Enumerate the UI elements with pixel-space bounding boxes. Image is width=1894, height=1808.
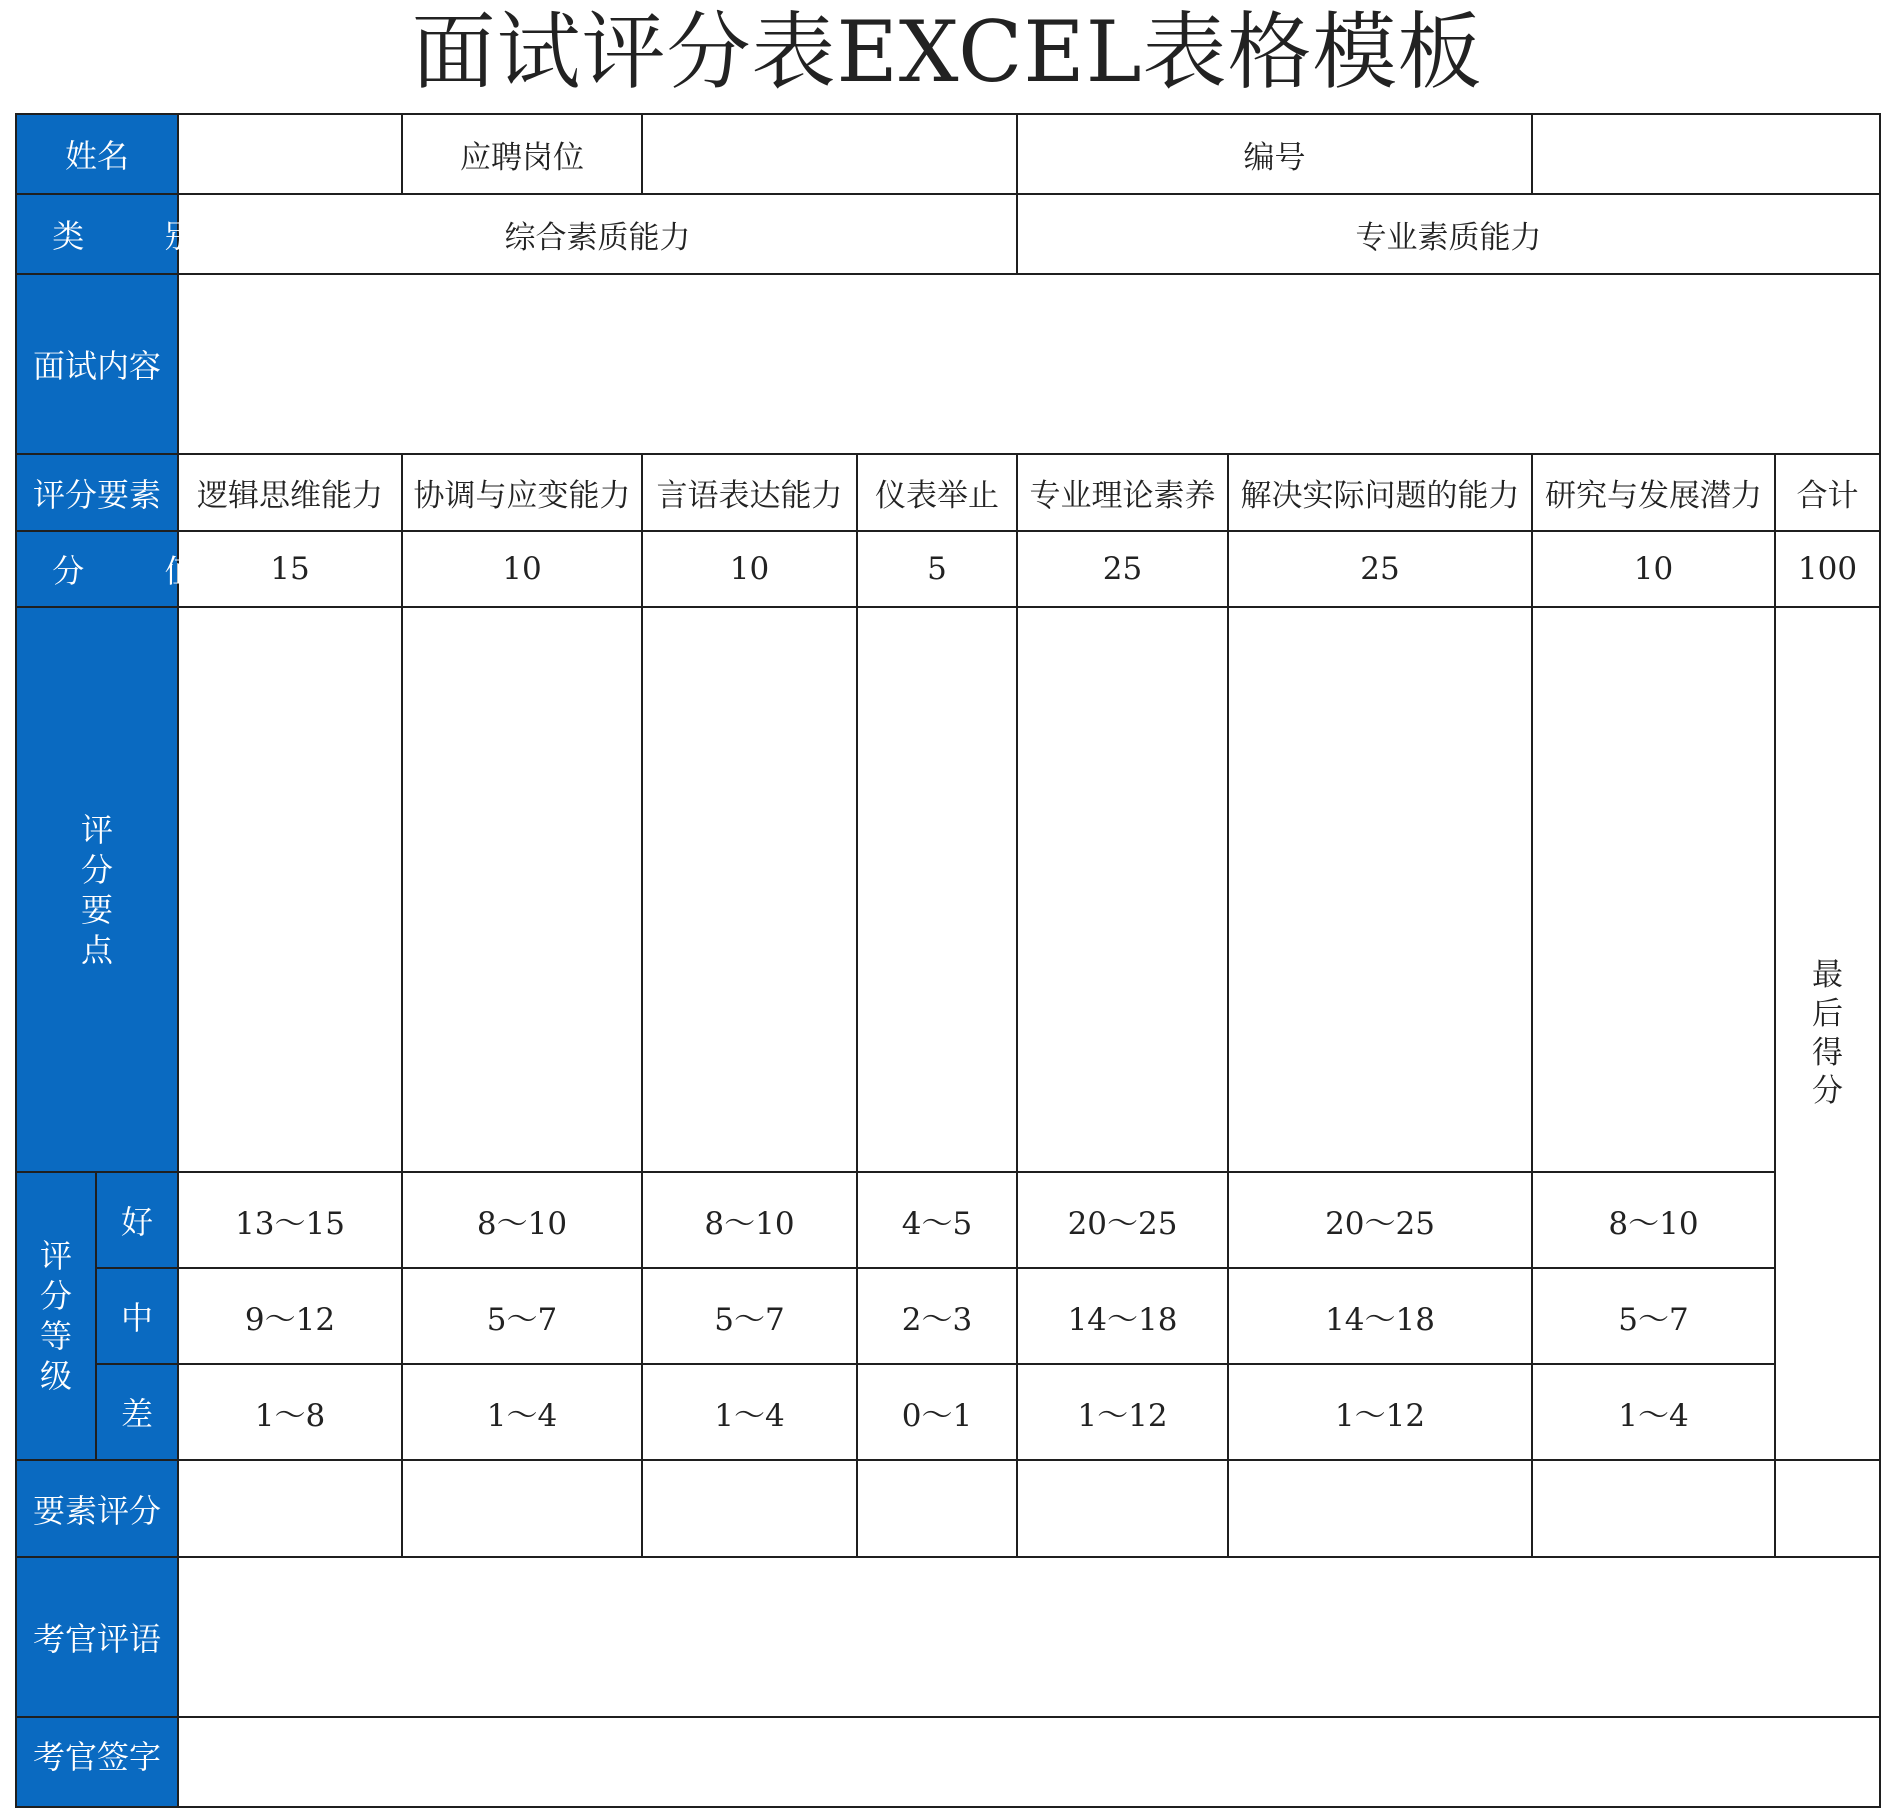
final-score-label: [1775, 607, 1880, 1460]
grade-poor-range: 1～4: [642, 1364, 857, 1460]
grade-medium-range: 14～18: [1228, 1268, 1532, 1364]
examiner-comment-label: 考官评语: [16, 1557, 178, 1717]
key-point-cell[interactable]: [402, 607, 642, 1172]
row-examiner-comment: [16, 1557, 1880, 1717]
grade-good-range: 8～10: [402, 1172, 642, 1268]
key-points-label: [16, 607, 178, 1172]
row-score-values: [16, 531, 1880, 607]
grade-good-range: 20～25: [1228, 1172, 1532, 1268]
element-name: 逻辑思维能力: [178, 454, 402, 531]
key-point-cell[interactable]: [642, 607, 857, 1172]
grade-poor-range: 0～1: [857, 1364, 1017, 1460]
row-grade-good: [16, 1172, 1880, 1268]
grade-good-range: 8～10: [1532, 1172, 1775, 1268]
element-value: 5: [857, 531, 1017, 607]
row-grade-medium: [16, 1268, 1880, 1364]
key-point-cell[interactable]: [1228, 607, 1532, 1172]
grade-good-label: 好: [96, 1172, 178, 1268]
category-label: [16, 194, 232, 274]
element-value: 10: [402, 531, 642, 607]
row-category: [16, 194, 1880, 274]
grade-poor-label: 差: [96, 1364, 178, 1460]
name-value-cell[interactable]: [178, 114, 402, 194]
key-point-cell[interactable]: [178, 607, 402, 1172]
document-title: 面试评分表EXCEL表格模板: [411, 3, 1483, 101]
grade-medium-range: 14～18: [1017, 1268, 1228, 1364]
total-score-cell[interactable]: [1775, 1460, 1880, 1557]
position-value-cell[interactable]: [642, 114, 1017, 194]
element-value: 25: [1017, 531, 1228, 607]
name-label: 姓名: [16, 114, 178, 194]
row-element-score: [16, 1460, 1880, 1557]
element-name: 言语表达能力: [642, 454, 857, 531]
grade-medium-range: 9～12: [178, 1268, 402, 1364]
element-score-cell[interactable]: [1017, 1460, 1228, 1557]
element-name: 专业理论素养: [1017, 454, 1228, 531]
element-name: 研究与发展潜力: [1532, 454, 1775, 531]
key-point-cell[interactable]: [1017, 607, 1228, 1172]
grade-medium-label: 中: [96, 1268, 178, 1364]
category-label-text: 类 别: [52, 217, 232, 255]
grade-good-range: 13～15: [178, 1172, 402, 1268]
element-score-cell[interactable]: [1532, 1460, 1775, 1557]
key-points-label-text: 评分要点: [80, 810, 113, 969]
grade-label: [16, 1172, 96, 1460]
element-name: 仪表举止: [857, 454, 1017, 531]
grade-good-range: 8～10: [642, 1172, 857, 1268]
examiner-sign-label: 考官签字: [16, 1717, 178, 1807]
examiner-comment-cell[interactable]: [178, 1557, 1880, 1717]
grade-label-text: 评分等级: [39, 1237, 72, 1395]
key-point-cell[interactable]: [1532, 607, 1775, 1172]
interview-content-label: 面试内容: [16, 274, 178, 454]
grade-good-range: 20～25: [1017, 1172, 1228, 1268]
element-name: 协调与应变能力: [402, 454, 642, 531]
grade-poor-range: 1～4: [402, 1364, 642, 1460]
row-grade-poor: [16, 1364, 1880, 1460]
element-value: 25: [1228, 531, 1532, 607]
grade-poor-range: 1～12: [1228, 1364, 1532, 1460]
element-score-cell[interactable]: [1228, 1460, 1532, 1557]
score-value-label-text: 分 值: [52, 552, 232, 590]
element-score-cell[interactable]: [178, 1460, 402, 1557]
examiner-sign-cell[interactable]: [178, 1717, 1880, 1807]
total-name: 合计: [1775, 454, 1880, 531]
score-value-label: [16, 531, 232, 607]
final-score-label-text: 最后得分: [1812, 957, 1844, 1110]
element-score-label: 要素评分: [16, 1460, 178, 1557]
key-point-cell[interactable]: [857, 607, 1017, 1172]
row-examiner-sign: [16, 1717, 1880, 1807]
grade-poor-range: 1～12: [1017, 1364, 1228, 1460]
element-score-cell[interactable]: [857, 1460, 1017, 1557]
row-key-points: [16, 607, 1880, 1172]
element-value: 10: [642, 531, 857, 607]
category-professional: 专业素质能力: [1017, 194, 1880, 274]
grade-good-range: 4～5: [857, 1172, 1017, 1268]
grade-medium-range: 2～3: [857, 1268, 1017, 1364]
total-value: 100: [1775, 531, 1880, 607]
interview-content-cell[interactable]: [178, 274, 1880, 454]
grade-poor-range: 1～8: [178, 1364, 402, 1460]
element-value: 15: [178, 531, 402, 607]
element-score-cell[interactable]: [402, 1460, 642, 1557]
row-interview-content: [16, 274, 1880, 454]
grade-medium-range: 5～7: [1532, 1268, 1775, 1364]
row-basic-info: [16, 114, 1880, 194]
interview-score-table: [15, 113, 1881, 1808]
element-name: 解决实际问题的能力: [1228, 454, 1532, 531]
element-score-cell[interactable]: [642, 1460, 857, 1557]
position-label: 应聘岗位: [402, 114, 642, 194]
grade-poor-range: 1～4: [1532, 1364, 1775, 1460]
number-label: 编号: [1017, 114, 1532, 194]
score-elements-label: 评分要素: [16, 454, 178, 531]
grade-medium-range: 5～7: [402, 1268, 642, 1364]
category-general: 综合素质能力: [178, 194, 1017, 274]
row-score-elements: [16, 454, 1880, 531]
grade-medium-range: 5～7: [642, 1268, 857, 1364]
number-value-cell[interactable]: [1532, 114, 1880, 194]
element-value: 10: [1532, 531, 1775, 607]
